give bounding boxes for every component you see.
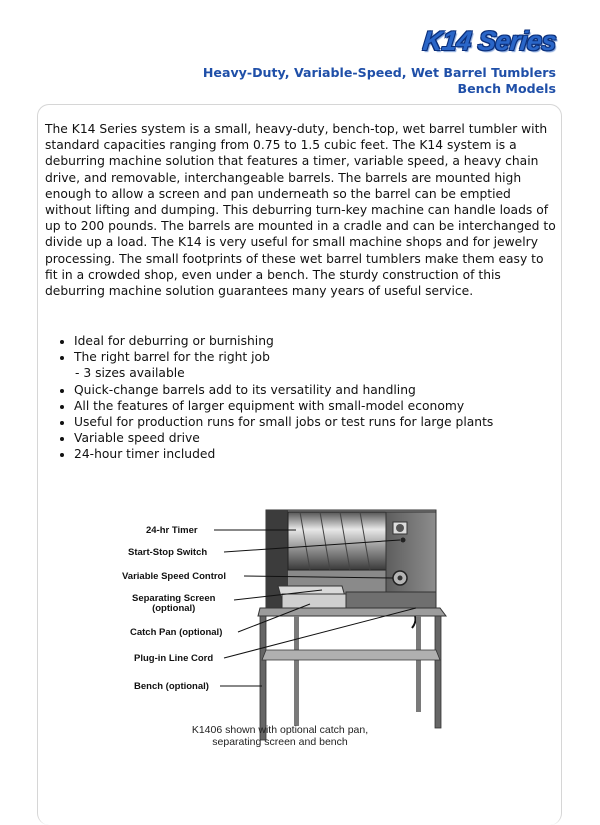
subtitle-line-1: Heavy-Duty, Variable-Speed, Wet Barrel Tumblers — [202, 65, 556, 80]
list-item — [74, 414, 493, 430]
list-item-text: The right barrel for the right job — [74, 350, 270, 365]
list-item — [74, 398, 493, 414]
label-timer: 24-hr Timer — [146, 525, 198, 536]
label-line-cord: Plug-in Line Cord — [134, 653, 214, 664]
subtitle-line-2: Bench Models — [457, 81, 556, 96]
barrel — [288, 512, 386, 570]
list-item-text: All the features of larger equipment with small-model economy — [74, 398, 465, 413]
page-subtitle — [203, 65, 556, 97]
list-item-subtext: - 3 sizes available — [75, 366, 185, 381]
caption-line-1: K1406 shown with optional catch pan, — [191, 724, 369, 736]
tumbler-machine-illustration — [110, 500, 470, 750]
caption-line-2: separating screen and bench — [212, 736, 348, 748]
label-start-stop-switch: Start-Stop Switch — [128, 547, 208, 558]
list-item — [74, 333, 493, 349]
intro-paragraph: The K14 Series system is a small, heavy-duty, bench-top, wet barrel tumbler with standard capacities ranging from 0.75 to 1.5 cubic feet. The K14 system is a deburring machine solution that features a timer, variable speed, a heavy chain drive, and removable, interchangeable barrels. The barrels are mounted high enough to allow a screen and pan underneath so the barrel can be emptied without lifting and dumping. This deburring turn-key machine can handle loads of up to 200 pounds. The barrels are mounted in a cradle and can be interchanged to divide up a load. The K14 is very useful for small machine shops and for jewelry processing. The small footprints of these wet barrel tumblers make them easy to fit in a crowded shop, even under a bench. The sturdy construction of this deburring machine solution guarantees many years of useful service. — [45, 122, 556, 299]
list-item-text: Ideal for deburring or burnishing — [74, 334, 274, 348]
label-separating-screen-line1: Separating Screen — [132, 593, 216, 604]
label-catch-pan: Catch Pan (optional) — [130, 627, 223, 638]
label-bench: Bench (optional) — [134, 681, 209, 692]
list-item-text: 24-hour timer included — [74, 447, 216, 462]
list-item-text: Quick-change barrels add to its versatility and handling — [74, 382, 416, 397]
label-variable-speed-control: Variable Speed Control — [122, 571, 226, 582]
list-item — [74, 382, 493, 398]
series-title: K14 Series — [421, 26, 558, 56]
list-item-text: Useful for production runs for small jobs or test runs for large plants — [74, 415, 494, 430]
label-separating-screen-line2: (optional) — [152, 603, 196, 614]
list-item — [74, 446, 493, 462]
list-item — [74, 349, 493, 381]
list-item-text: Variable speed drive — [74, 431, 200, 446]
figure-caption — [170, 724, 390, 748]
label-separating-screen — [132, 594, 215, 614]
feature-list — [57, 333, 493, 463]
list-item — [74, 430, 493, 446]
